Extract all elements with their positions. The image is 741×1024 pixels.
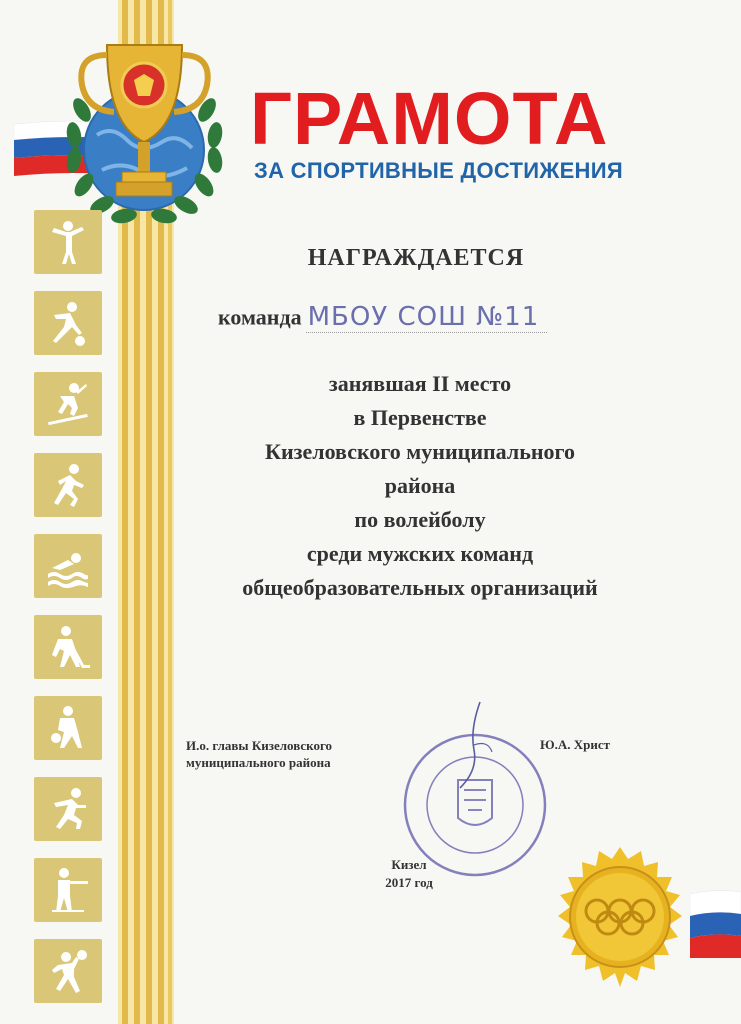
russian-flag-right: [690, 888, 741, 958]
signatory-title: [186, 737, 396, 771]
sprinter-icon: [34, 777, 102, 841]
signatory-name: Ю.А. Христ: [540, 737, 611, 752]
award-line: в Первенстве: [353, 405, 487, 430]
shooter-icon: [34, 858, 102, 922]
skier-icon: [34, 372, 102, 436]
award-line: района: [384, 473, 456, 498]
team-name-handwritten: МБОУ СОШ №11: [306, 302, 548, 333]
award-line: занявшая II место: [328, 371, 512, 396]
team-line: [218, 302, 638, 333]
city-label: Кизел: [391, 857, 427, 872]
basketball-icon: [34, 696, 102, 760]
year-label: 2017 год: [385, 875, 433, 890]
page-title: ГРАМОТА: [250, 77, 609, 160]
award-line: общеобразовательных организаций: [242, 575, 598, 600]
award-description: [160, 367, 680, 605]
awarded-heading: НАГРАЖДАЕТСЯ: [307, 245, 525, 271]
hockey-icon: [34, 615, 102, 679]
award-line: по волейболу: [354, 507, 486, 532]
award-line: среди мужских команд: [306, 541, 534, 566]
gymnast-icon: [34, 210, 102, 274]
place-and-year: [364, 856, 454, 892]
trophy-cup-icon: [52, 30, 232, 230]
olympic-medal-icon: [545, 845, 695, 995]
volleyball-icon: [34, 939, 102, 1003]
handwritten-signature: [440, 700, 500, 790]
swimmer-icon: [34, 534, 102, 598]
sport-icons-column: [34, 210, 104, 1020]
football-icon: [34, 291, 102, 355]
award-line: Кизеловского муниципального: [265, 439, 575, 464]
runner-icon: [34, 453, 102, 517]
page-subtitle: ЗА СПОРТИВНЫЕ ДОСТИЖЕНИЯ: [254, 158, 623, 183]
signatory-title-line: муниципального района: [186, 755, 331, 770]
signatory-title-line: И.о. главы Кизеловского: [186, 738, 333, 753]
team-label: команда: [218, 304, 302, 330]
